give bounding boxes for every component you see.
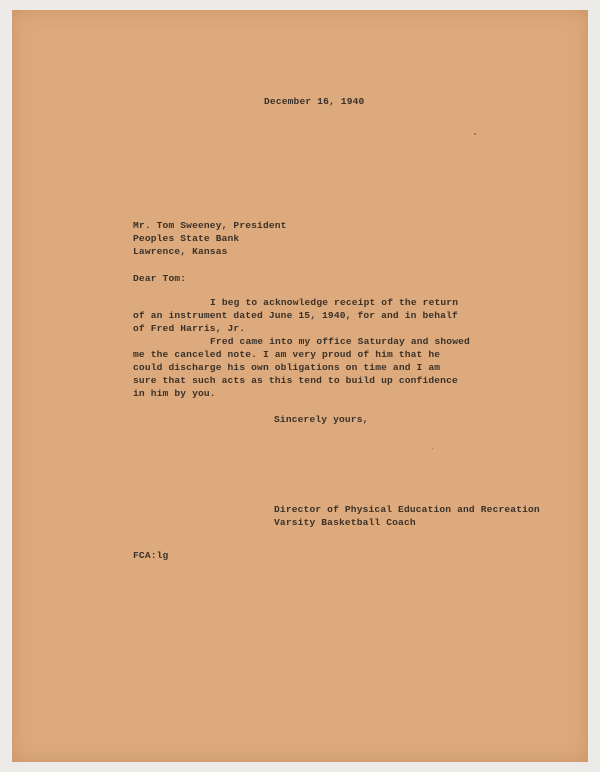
paragraph-line: I beg to acknowledge receipt of the return bbox=[210, 297, 459, 308]
recipient-line: Mr. Tom Sweeney, President bbox=[133, 220, 287, 231]
paragraph-line: of an instrument dated June 15, 1940, for and in behalf bbox=[133, 310, 458, 321]
paragraph-line: me the canceled note. I am very proud of him that he bbox=[133, 349, 441, 360]
paragraph-line: could discharge his own obligations on time and I am bbox=[133, 362, 441, 373]
recipient-line: Peoples State Bank bbox=[133, 233, 240, 244]
paragraph-line: sure that such acts as this tend to build up confidence bbox=[133, 375, 458, 386]
closing: Sincerely yours, bbox=[274, 414, 369, 425]
salutation: Dear Tom: bbox=[133, 273, 187, 284]
paper-speck bbox=[474, 133, 476, 135]
paragraph-line: Fred came into my office Saturday and showed bbox=[210, 336, 470, 347]
paper-speck bbox=[432, 448, 433, 449]
recipient-line: Lawrence, Kansas bbox=[133, 246, 228, 257]
letter-page bbox=[12, 10, 588, 762]
paragraph-line: of Fred Harris, Jr. bbox=[133, 323, 246, 334]
letter-date: December 16, 1940 bbox=[264, 96, 365, 107]
signature-title-line: Varsity Basketball Coach bbox=[274, 517, 416, 528]
signature-title-line: Director of Physical Education and Recreation bbox=[274, 504, 540, 515]
paragraph-line: in him by you. bbox=[133, 388, 216, 399]
reference-initials: FCA:lg bbox=[133, 550, 169, 561]
